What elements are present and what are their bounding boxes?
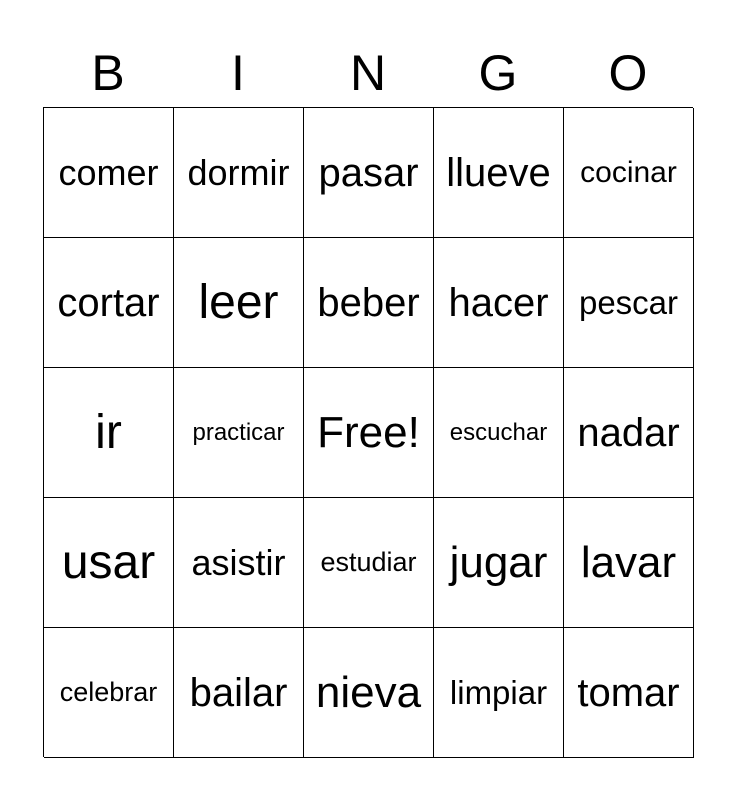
free-space-cell[interactable]: Free! (304, 368, 434, 498)
bingo-header (43, 40, 693, 106)
bingo-cell[interactable]: estudiar (304, 498, 434, 628)
header-letter-i: I (231, 45, 245, 101)
bingo-cell[interactable]: lavar (564, 498, 694, 628)
bingo-cell[interactable]: llueve (434, 108, 564, 238)
header-letter-g: G (478, 45, 518, 101)
bingo-cell[interactable]: beber (304, 238, 434, 368)
bingo-cell[interactable]: escuchar (434, 368, 564, 498)
header-letter-b: B (91, 45, 125, 101)
header-letter-n: N (349, 45, 387, 101)
bingo-cell[interactable]: cocinar (564, 108, 694, 238)
bingo-cell[interactable]: usar (44, 498, 174, 628)
bingo-cell[interactable]: nieva (304, 628, 434, 758)
bingo-cell[interactable]: practicar (174, 368, 304, 498)
bingo-cell[interactable]: hacer (434, 238, 564, 368)
bingo-cell[interactable]: ir (44, 368, 174, 498)
bingo-cell[interactable]: asistir (174, 498, 304, 628)
bingo-board (43, 107, 693, 757)
bingo-cell[interactable]: jugar (434, 498, 564, 628)
bingo-cell[interactable]: comer (44, 108, 174, 238)
bingo-cell[interactable]: leer (174, 238, 304, 368)
bingo-cell[interactable]: tomar (564, 628, 694, 758)
bingo-cell[interactable]: dormir (174, 108, 304, 238)
bingo-cell[interactable]: pasar (304, 108, 434, 238)
bingo-cell[interactable]: bailar (174, 628, 304, 758)
bingo-cell[interactable]: pescar (564, 238, 694, 368)
bingo-cell[interactable]: celebrar (44, 628, 174, 758)
bingo-cell[interactable]: limpiar (434, 628, 564, 758)
bingo-cell[interactable]: nadar (564, 368, 694, 498)
header-letter-o: O (608, 45, 648, 101)
bingo-cell[interactable]: cortar (44, 238, 174, 368)
